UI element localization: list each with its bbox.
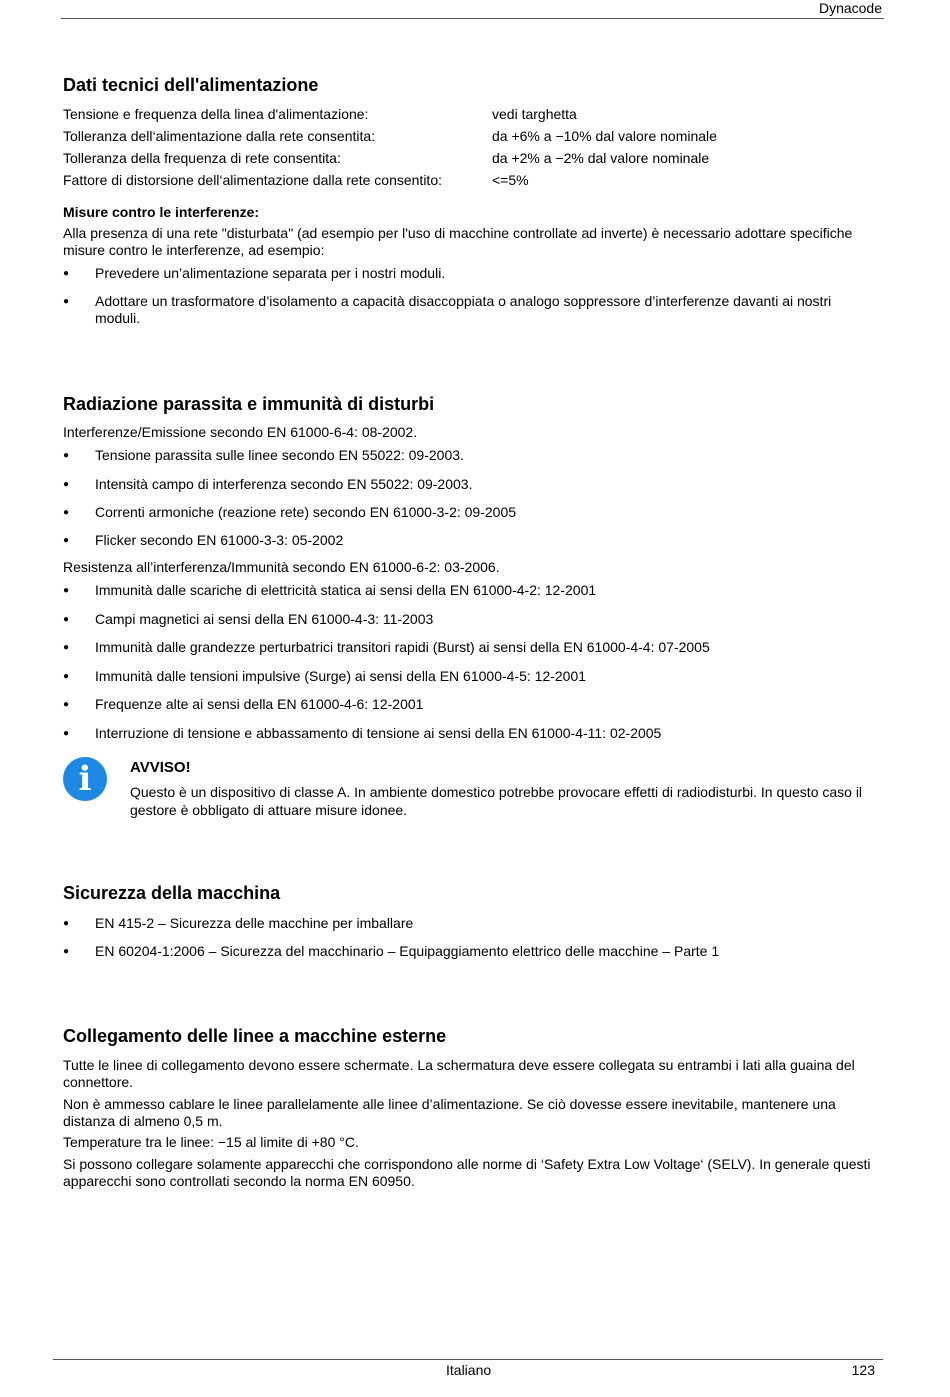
bullet-icon: ● bbox=[63, 585, 70, 596]
bullet-icon: ● bbox=[63, 728, 70, 739]
spec-row bbox=[63, 127, 883, 145]
interference-subtitle: Misure contro le interferenze: bbox=[63, 204, 260, 220]
spec-label: Tensione e frequenza della linea d'alimentazione: bbox=[63, 106, 369, 122]
bullet-icon: ● bbox=[63, 614, 70, 625]
bullet-icon: ● bbox=[63, 642, 70, 653]
bullet-icon: ● bbox=[63, 946, 70, 957]
section-title-machine-safety: Sicurezza della macchina bbox=[63, 883, 281, 903]
notice-title: AVVISO! bbox=[130, 759, 191, 776]
header-rule bbox=[61, 18, 884, 19]
section-title-external-connections: Collegamento delle linee a macchine esterne bbox=[63, 1026, 447, 1046]
bullet-icon: ● bbox=[63, 918, 70, 929]
paragraph: Tutte le linee di collegamento devono essere schermate. La schermatura deve essere collegata su entrambi i lati alla guaina del connettore. bbox=[63, 1057, 855, 1090]
spec-label: Tolleranza dell‘alimentazione dalla rete consentita: bbox=[63, 128, 376, 144]
bullet-icon: ● bbox=[63, 450, 70, 461]
immunity-intro: Resistenza all’interferenza/Immunità secondo EN 61000-6-2: 03-2006. bbox=[63, 559, 500, 575]
info-icon: i bbox=[63, 757, 107, 801]
spec-value: da +6% a −10% dal valore nominale bbox=[492, 128, 717, 144]
spec-value: vedi targhetta bbox=[492, 106, 577, 122]
spec-row bbox=[63, 105, 883, 123]
bullet-icon: ● bbox=[63, 479, 70, 490]
spec-row bbox=[63, 171, 883, 189]
bullet-icon: ● bbox=[63, 671, 70, 682]
spec-value: <=5% bbox=[492, 172, 529, 188]
paragraph: Si possono collegare solamente apparecchi che corrispondono alle norme di ‘Safety Extra Low Voltage‘ (SELV). In generale questi apparecchi sono controllati secondo la norma EN 60950. bbox=[63, 1156, 871, 1189]
bullet-icon: ● bbox=[63, 699, 70, 710]
footer-language: Italiano bbox=[446, 1362, 492, 1378]
bullet-icon: ● bbox=[63, 507, 70, 518]
page-number: 123 bbox=[851, 1362, 875, 1378]
section-title-power-supply: Dati tecnici dell'alimentazione bbox=[63, 75, 319, 95]
section-title-emissions: Radiazione parassita e immunità di disturbi bbox=[63, 394, 435, 414]
bullet-icon: ● bbox=[63, 268, 70, 279]
spec-row bbox=[63, 149, 883, 167]
notice-text: Questo è un dispositivo di classe A. In ambiente domestico potrebbe provocare effetti di radiodisturbi. In questo caso il gestore è obbligato di attuare misure idonee. bbox=[130, 784, 863, 818]
spec-value: da +2% a −2% dal valore nominale bbox=[492, 150, 710, 166]
bullet-icon: ● bbox=[63, 535, 70, 546]
paragraph: Non è ammesso cablare le linee parallelamente alle linee d’alimentazione. Se ciò dovesse essere inevitabile, mantenere una distanza di almeno 0,5 m. bbox=[63, 1096, 836, 1129]
spec-label: Fattore di distorsione dell‘alimentazione dalla rete consentito: bbox=[63, 172, 442, 188]
spec-label: Tolleranza della frequenza di rete consentita: bbox=[63, 150, 341, 166]
header-title: Dynacode bbox=[818, 0, 882, 16]
emission-intro: Interferenze/Emissione secondo EN 61000-6-4: 08-2002. bbox=[63, 424, 418, 440]
paragraph: Temperature tra le linee: −15 al limite di +80 °C. bbox=[63, 1134, 359, 1150]
interference-paragraph: Alla presenza di una rete "disturbata" (ad esempio per l'uso di macchine controllate ad inverte) è necessario adottare specifiche misure contro le interferenze, ad esempio: bbox=[63, 225, 853, 258]
bullet-icon: ● bbox=[63, 296, 70, 307]
footer-rule bbox=[53, 1359, 883, 1360]
